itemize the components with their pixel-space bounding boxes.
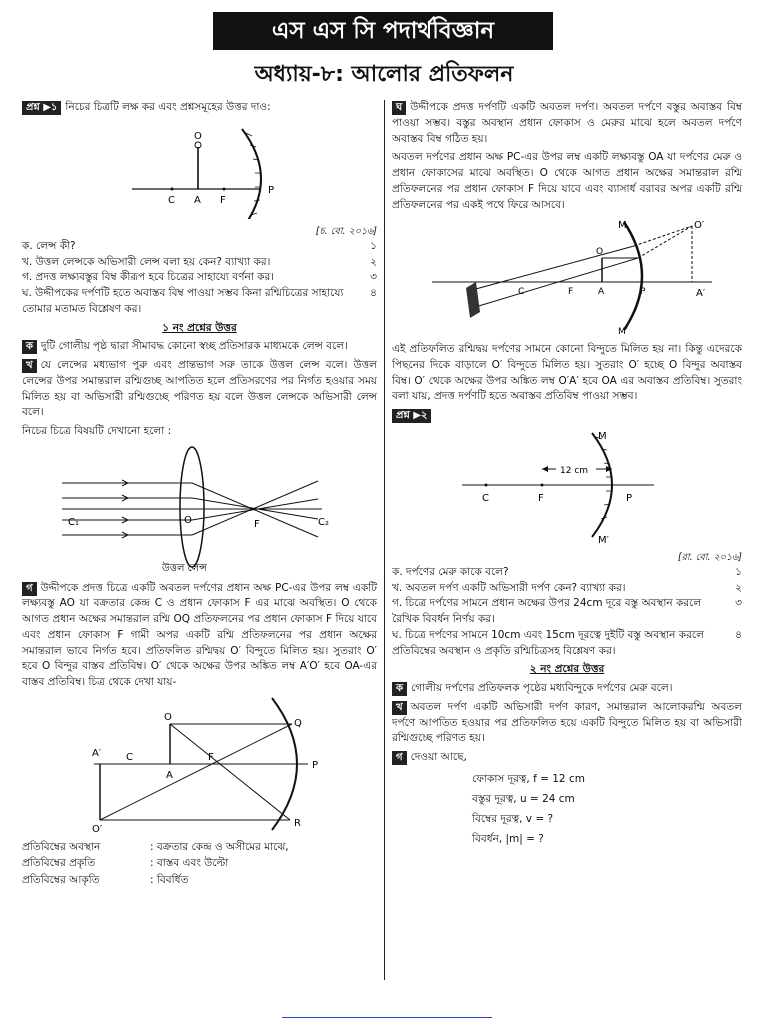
q2-label-F: F <box>538 492 544 504</box>
r-label-P: P <box>640 287 646 298</box>
q1-answer-ga: গ উদ্দীপকে প্রদত্ত চিত্রে একটি অবতল দর্পণের প্রধান অক্ষ PC-এর উপর লম্ব একটি লক্ষ্যবস্তু AO যা বক্রতার কেন্দ্র C ও প্রধান ফোকাস F এর মাঝে অবস্থিত। O থেকে আগত প্রধান অক্ষের সমান্তরাল রশ্মি OQ প্রতিফলনের পর প্রধান ফোকাস F দিয়ে যাবে এবং প্রধান ফোকাস F গামী অপর একটি রশ্মি প্রতিফলনের পর প্রধান অক্ষের সমান্তরাল ভাবে নির্গত হবে। প্রতিফলিত রশ্মিদ্বয় O′ বিন্দুতে মিলিত হয়। সুতরাং O′ হবে O বিন্দুর বাস্তব প্রতিবিম্ব। O′ থেকে অক্ষের উপর অঙ্কিত লম্ব A′O′ হবে OA-এর বাস্তব প্রতিবিম্ব। চিত্র থেকে দেখা যায়- <box>22 581 377 688</box>
label-C1: C₁ <box>68 516 79 528</box>
q2-answer-ga: গ দেওয়া আছে, <box>392 750 742 766</box>
q2-subquestions <box>392 565 742 660</box>
q2-item-ga: গ. চিত্রে দর্পণের সামনে প্রধান অক্ষের উপর 24cm দূরে বস্তু অবস্থান করলে রৈখিক বিবর্ধন নির্ণয় কর। ৩ <box>392 597 742 625</box>
prop-key: প্রতিবিম্বের প্রকৃতি <box>22 857 96 870</box>
q1-item-ka: ক. লেন্স কী? ১ <box>22 239 377 252</box>
r-label-M2: M′ <box>618 327 628 337</box>
label-F: F <box>220 194 226 206</box>
q1-answer-gha-3: এই প্রতিফলিত রশ্মিদ্বয় দর্পণের সামনে কোনো বিন্দুতে মিলিত হয় না। কিন্তু এদেরকে পিছনের দিকে বাড়ালে O′ বিন্দুতে মিলিত হয়। সুতরাং O′ হচ্ছে O বিন্দুর অবাস্তব বিম্ব। O′ থেকে অক্ষের উপর অঙ্কিত লম্ব O′A′ হবে OA এর অবাস্তব প্রতিবিম্ব। সুতরাং বলা যায়, প্রদত্ত দর্পণটি হতে অবাস্তব প্রতিবিম্ব পাওয়া সম্ভব। <box>392 343 742 403</box>
q1-stem: নিচের চিত্রটি লক্ষ কর এবং প্রশ্নসমূহের উত্তর দাও: <box>65 101 271 113</box>
lens-label-O: O <box>184 514 192 526</box>
label-A: A <box>194 194 201 206</box>
convex-lens <box>180 447 204 567</box>
prop-value: : বাস্তব এবং উল্টো <box>150 857 229 870</box>
q1-answer-ka: ক দুটি গোলীয় পৃষ্ঠ দ্বারা সীমাবদ্ধ কোনো স্বচ্ছ প্রতিসারক মাধ্যমকে লেন্স বলে। <box>22 339 377 355</box>
chapter-title: অধ্যায়-৮: আলোর প্রতিফলন <box>254 62 514 87</box>
given-v: বিম্বের দূরত্ব, v = ? <box>472 812 554 825</box>
q2-item-gha: ঘ. চিত্রে দর্পণের সামনে 10cm এবং 15cm দূরত্বে দুইটি বস্তু অবস্থান করলে প্রতিবিম্বের অবস্থান ও প্রকৃতি রশ্মিচিত্রসহ বিশ্লেষণ কর। ৪ <box>392 628 742 657</box>
q2-label-M2: M′ <box>598 534 609 545</box>
q1-answer-kha: খ যে লেন্সের মধ্যভাগ পুরু এবং প্রান্তভাগ সরু তাকে উত্তল লেন্স বলে। উত্তল লেন্সের উপর সমান্তরাল রশ্মিগুচ্ছ আপতিত হলে প্রতিসরণের পর নির্গত হওয়ার সময় মিলিত হয় বা অভিসারী রশ্মিগুচ্ছে পরিণত হয় বলে উত্তল লেন্সকে অভিসারী লেন্স বলে। <box>22 359 377 419</box>
eye-icon <box>466 282 480 318</box>
given-f: ফোকাস দূরত্ব, f = 12 cm <box>472 772 585 785</box>
r-label-M: M <box>618 220 627 232</box>
given-u: বস্তুর দূরত্ব, u = 24 cm <box>472 792 575 805</box>
given-values <box>392 769 742 849</box>
given-m: বিবর্ধন, |m| = ? <box>472 832 544 845</box>
q1-answer-gha-2: অবতল দর্পণের প্রধান অক্ষ PC-এর উপর লম্ব একটি লক্ষ্যবস্তু OA যা দর্পণের মেরু ও প্রধান ফোকাসের মাঝে অবস্থিত। O থেকে আগত প্রধান অক্ষের সমান্তরাল রশ্মি প্রতিফলনের পর প্রধান ফোকাস F দিয়ে যাবে এবং ব্যাসার্ধ বরাবর অপর একটি রশ্মি প্রতিফলনের পর একই পথে ফিরে আসবে। <box>392 151 742 211</box>
q2-label-P: P <box>626 492 633 504</box>
concave-mirror <box>242 129 261 219</box>
q1-mirror-figure <box>22 119 377 219</box>
r-label-O2: O′ <box>694 220 705 232</box>
q1-answer-title: ১ নং প্রশ্নের উত্তর <box>162 321 237 334</box>
q2-label-C: C <box>482 492 489 504</box>
q1-source: [চ. বো. ২০১৬] <box>315 225 377 237</box>
label-C: C <box>168 194 175 206</box>
label-P: P <box>268 184 275 196</box>
q1-item-kha: খ. উত্তল লেন্সকে অভিসারী লেন্স বলা হয় কেন? ব্যাখ্যা কর। ২ <box>22 255 377 268</box>
m-label-P: P <box>312 759 319 771</box>
q2-answer-title: ২ নং প্রশ্নের উত্তর <box>529 663 605 676</box>
m-label-A2: A′ <box>92 747 102 759</box>
m-label-O2: O′ <box>92 823 103 834</box>
lens-label-F: F <box>254 518 260 530</box>
q1-item-ga: গ. প্রদত্ত লক্ষ্যবস্তুর বিম্ব কীরূপ হবে চিত্রের সাহায্যে বর্ণনা কর। ৩ <box>22 271 377 284</box>
q2-tag-line <box>392 408 742 424</box>
prop-key: প্রতিবিম্বের অবস্থান <box>22 840 101 853</box>
m-label-R: R <box>294 817 301 829</box>
r-label-C: C <box>518 287 525 298</box>
label-C2: C₂ <box>318 516 329 528</box>
real-image-figure <box>22 694 377 834</box>
q2-source: [রা. বো. ২০১৬] <box>677 551 742 563</box>
convex-lens-figure <box>22 443 377 575</box>
q1-subquestions <box>22 239 377 318</box>
prop-value: : বক্রতার কেন্দ্র ও অসীমের মাঝে, <box>150 840 289 853</box>
q2-mirror-figure <box>392 427 742 545</box>
q2-answer-ka: ক গোলীয় দর্পণের প্রতিফলক পৃষ্ঠের মধ্যবিন্দুকে দর্পণের মেরু বলে। <box>392 681 742 697</box>
right-column <box>392 100 742 849</box>
r-label-A2: A′ <box>696 288 706 300</box>
prop-value: : বিবর্ধিত <box>150 874 189 886</box>
m-label-C: C <box>126 751 133 763</box>
column-divider <box>384 100 385 980</box>
r-label-F: F <box>568 287 574 298</box>
q2-answer-kha: খ অবতল দর্পণ একটি অভিসারী দর্পণ কারণ, সমান্তরাল আলোকরশ্মি অবতল দর্পণে আপতিত হওয়ার পর প্রতিফলিত হয়ে একটি বিন্দুতে মিলিত হয় বা অভিসারী রশ্মিগুচ্ছে পরিণত হয়। <box>392 700 742 745</box>
r-label-O: O <box>596 247 604 258</box>
concave-mirror-3 <box>624 222 642 330</box>
q1-answer-gha: ঘ উদ্দীপকে প্রদত্ত দর্পণটি একটি অবতল দর্পণ। অবতল দর্পণে বস্তুর অবাস্তব বিম্ব পাওয়া সম্ভব। বস্তুর অবস্থান প্রধান ফোকাস ও মেরুর মাঝে হলে অবতল দর্পণে অবাস্তব বিম্ব গঠিত হয়। <box>392 101 742 145</box>
m-label-A: A <box>166 769 173 781</box>
q2-item-ka: ক. দর্পণের মেরু কাকে বলে? ১ <box>392 565 742 578</box>
m-label-F: F <box>208 751 214 763</box>
lens-caption: উত্তল লেন্স <box>162 562 207 574</box>
q2-dist-label: 12 cm <box>560 465 589 476</box>
prop-key: প্রতিবিম্বের আকৃতি <box>22 874 100 886</box>
m-label-Q: Q <box>294 717 302 729</box>
r-label-A: A <box>598 287 605 298</box>
q1-stem-line <box>22 100 377 116</box>
left-column <box>22 100 377 889</box>
q1-tag: প্রশ্ন ▶১ <box>22 101 61 115</box>
virtual-image-figure <box>392 216 742 336</box>
q2-tag: প্রশ্ন ▶২ <box>392 409 431 423</box>
footer-line <box>282 1017 492 1018</box>
book-title-banner: এস এস সি পদার্থবিজ্ঞান <box>213 12 553 50</box>
q2-label-M: M <box>598 430 607 442</box>
label-O: O <box>194 130 202 142</box>
m-label-O: O <box>164 711 172 723</box>
q2-item-kha: খ. অবতল দর্পণ একটি অভিসারী দর্পণ কেন? ব্যাখ্যা কর। ২ <box>392 581 742 594</box>
image-properties-table <box>22 840 377 889</box>
q1-answer-kha-note: নিচের চিত্রে বিষয়টি দেখানো হলো : <box>22 425 172 437</box>
q1-item-gha: ঘ. উদ্দীপকের দর্পণটি হতে অবাস্তব বিম্ব পাওয়া সম্ভব কিনা রশ্মিচিত্রের সাহায্যে তোমার মতামত বিশ্লেষণ কর। ৪ <box>22 287 377 315</box>
